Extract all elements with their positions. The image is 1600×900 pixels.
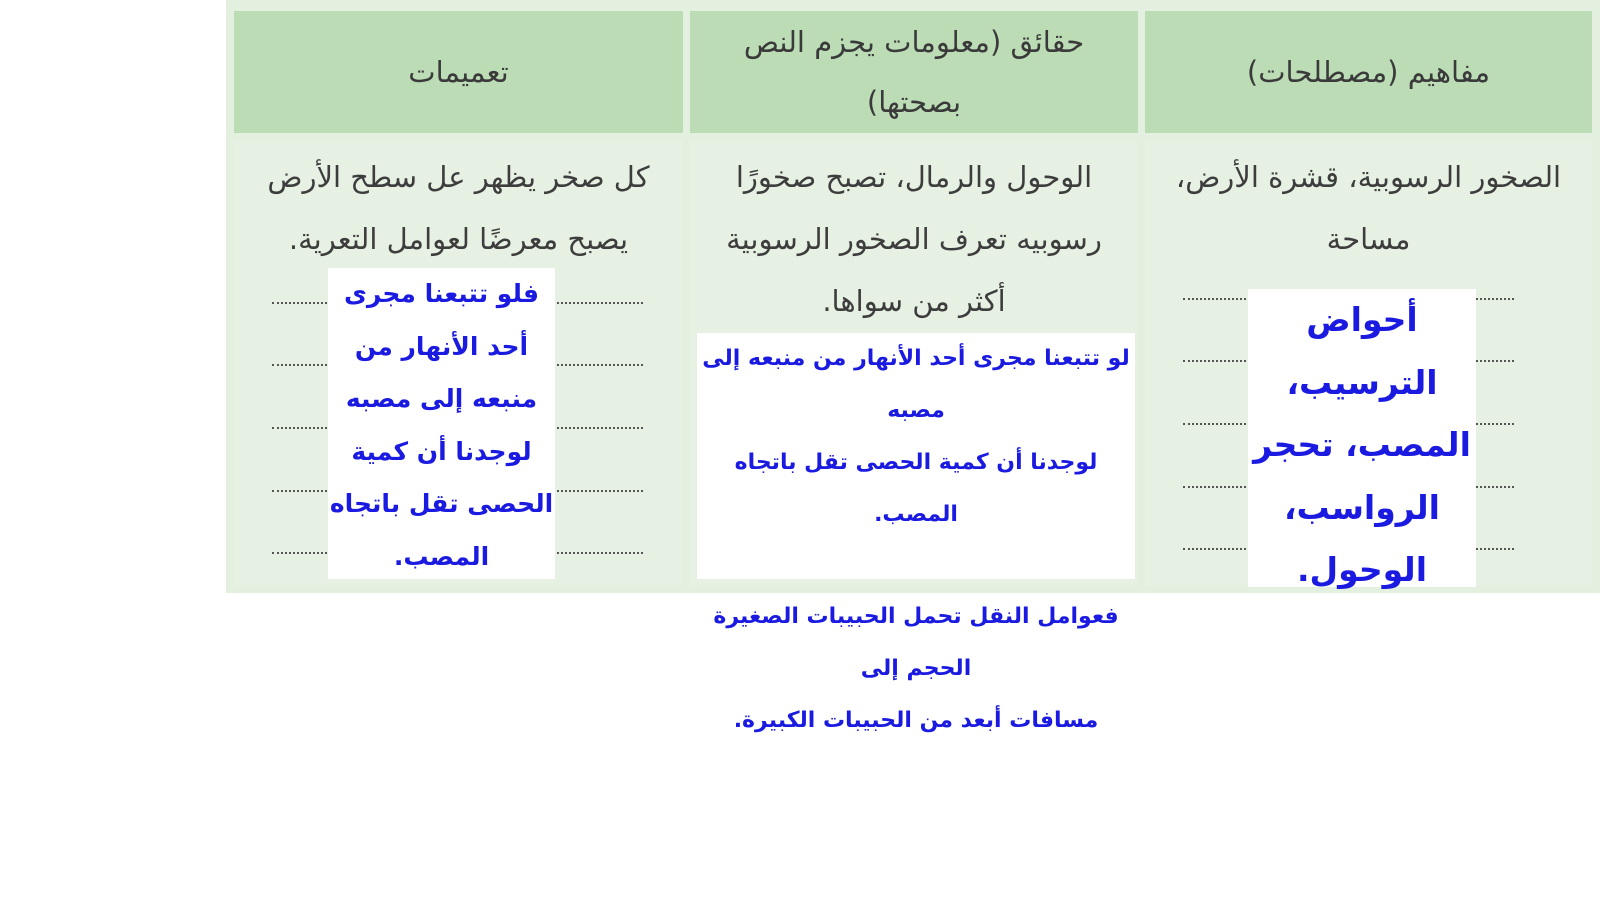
printed-concepts-text: الصخور الرسوبية، قشرة الأرض، مساحة [1175, 160, 1562, 256]
header-generalizations [234, 11, 683, 133]
answer-line-text: الترسيب، [1286, 362, 1438, 402]
answer-line-text: أحواض [1306, 300, 1418, 339]
printed-facts-text: الوحول والرمال، تصبح صخورًا رسوبيه تعرف الصخور الرسوبية أكثر من سواها. [726, 160, 1102, 318]
printed-generalizations-text: كل صخر يظهر عل سطح الأرض يصبح معرضًا لعوامل التعرية. [267, 160, 650, 256]
answer-line-text: لو تتبعنا مجرى أحد الأنهار من منبعه إلى مصبه [702, 346, 1130, 423]
answer-line-text: المصب، تحجر [1253, 425, 1471, 464]
answer-line-text: أحد الأنهار من [354, 331, 529, 361]
answer-line-text: الوحول. [1296, 550, 1428, 589]
answer-gap [697, 541, 1135, 591]
answer-line-text: المصب. [393, 541, 490, 571]
header-concepts [1145, 11, 1592, 133]
answer-line-text: فعوامل النقل تحمل الحبيبات الصغيرة الحجم إلى [713, 604, 1119, 681]
header-generalizations-text: تعميمات [408, 55, 509, 89]
answer-box-facts [697, 333, 1135, 733]
answer-box-concepts [1248, 289, 1476, 587]
answer-line-text: منبعه إلى مصبه [345, 384, 538, 413]
answer-line-text: لوجدنا أن كمية الحصى تقل باتجاه المصب. [734, 450, 1098, 527]
answer-line-text: فلو تتبعنا مجرى [343, 279, 540, 308]
answer-line-text: الرواسب، [1284, 487, 1440, 527]
header-concepts-text: مفاهيم (مصطلحات) [1246, 55, 1491, 89]
answer-line-text: الحصى تقل باتجاه [329, 489, 554, 518]
header-facts-text: حقائق (معلومات يجزم النص بصحتها) [743, 25, 1085, 119]
answer-box-generalizations [328, 268, 555, 579]
answer-line-text: لوجدنا أن كمية [351, 436, 532, 466]
answer-line-text: مسافات أبعد من الحبيبات الكبيرة. [733, 708, 1099, 733]
header-facts [690, 11, 1138, 133]
